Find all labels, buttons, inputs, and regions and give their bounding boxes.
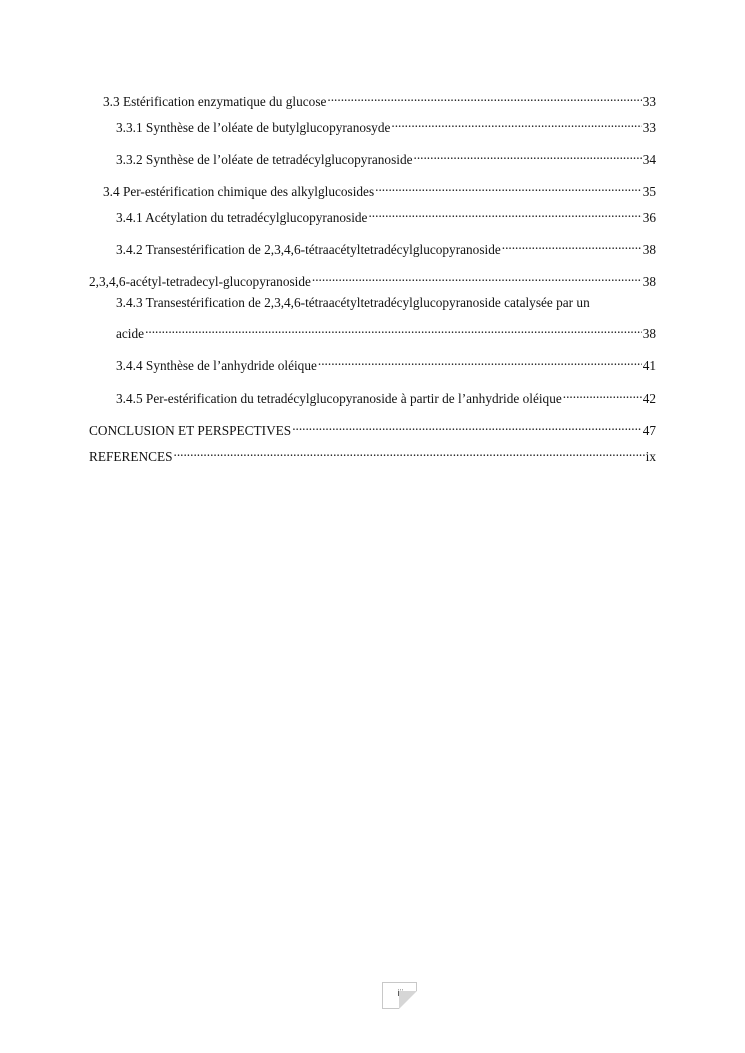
toc-entry-page: 38	[642, 326, 656, 341]
toc-dot-leader	[391, 114, 641, 132]
toc-dot-leader	[414, 146, 642, 164]
toc-entry-3-3-1[interactable]	[116, 114, 656, 135]
toc-dot-leader	[145, 320, 642, 338]
toc-entry-title: 3.3.2 Synthèse de l’oléate de tetradécylglucopyranoside	[116, 152, 413, 167]
toc-entry-title: 3.4.4 Synthèse de l’anhydride oléique	[116, 358, 317, 373]
toc-entry-3-4[interactable]	[103, 178, 656, 199]
toc-entry-title: 3.4 Per-estérification chimique des alkylglucosides	[103, 184, 375, 199]
toc-entry-3-4-2[interactable]	[116, 236, 656, 257]
toc-entry-title: 3.3 Estérification enzymatique du glucose	[103, 94, 327, 109]
toc-entry-page: 38	[642, 274, 656, 289]
toc-entry-3-4-5[interactable]	[116, 385, 656, 406]
toc-entry-title: 3.4.5 Per-estérification du tetradécylglucopyranoside à partir de l’anhydride oléique	[116, 391, 562, 406]
toc-dot-leader	[368, 204, 641, 222]
toc-entry-page: ix	[645, 449, 656, 464]
toc-entry-page: 33	[642, 120, 656, 135]
toc-entry-title: 3.3.1 Synthèse de l’oléate de butylglucopyranosyde	[116, 120, 391, 135]
toc-entry-page: 34	[642, 152, 656, 167]
toc-entry-page: 41	[642, 358, 656, 373]
toc-dot-leader	[318, 352, 642, 370]
toc-dot-leader	[502, 236, 642, 254]
toc-entry-title: 3.4.2 Transestérification de 2,3,4,6-tétraacétyltetradécylglucopyranoside	[116, 242, 501, 257]
toc-entry-3-3-2[interactable]	[116, 146, 656, 167]
toc-entry-acetyl-tetradecyl[interactable]	[89, 268, 656, 289]
toc-entry-title: CONCLUSION ET PERSPECTIVES	[89, 423, 292, 438]
toc-entry-3-3[interactable]	[103, 88, 656, 109]
toc-dot-leader	[375, 178, 642, 196]
toc-entry-page: 47	[642, 423, 656, 438]
toc-entry-title: 2,3,4,6-acétyl-tetradecyl-glucopyranoside	[89, 274, 311, 289]
page-curl-icon	[399, 991, 417, 1009]
toc-entry-page: 33	[642, 94, 656, 109]
toc-entry-page: 42	[642, 391, 656, 406]
toc-dot-leader	[563, 385, 642, 403]
toc-entry-conclusion[interactable]	[89, 417, 656, 438]
toc-entry-page: 38	[642, 242, 656, 257]
toc-entry-page: 36	[642, 210, 656, 225]
toc-entry-3-4-3[interactable]	[116, 320, 656, 341]
toc-entry-page: 35	[642, 184, 656, 199]
page-number-badge	[382, 982, 417, 1009]
toc-entry-references[interactable]	[89, 443, 656, 464]
toc-entry-title: 3.4.1 Acétylation du tetradécylglucopyranoside	[116, 210, 368, 225]
page-number: iii	[397, 988, 404, 998]
toc-entry-title: REFERENCES	[89, 449, 173, 464]
toc-dot-leader	[312, 268, 642, 286]
toc-entry-3-4-1[interactable]	[116, 204, 656, 225]
toc-entry-3-4-4[interactable]	[116, 352, 656, 373]
toc-dot-leader	[292, 417, 642, 435]
toc-dot-leader	[327, 88, 641, 106]
toc-entry-3-4-3-line1[interactable]: 3.4.3 Transestérification de 2,3,4,6-tétraacétyltetradécylglucopyranoside catalysée par un	[116, 295, 590, 310]
toc-entry-title: acide	[116, 326, 145, 341]
toc-dot-leader	[174, 443, 645, 461]
